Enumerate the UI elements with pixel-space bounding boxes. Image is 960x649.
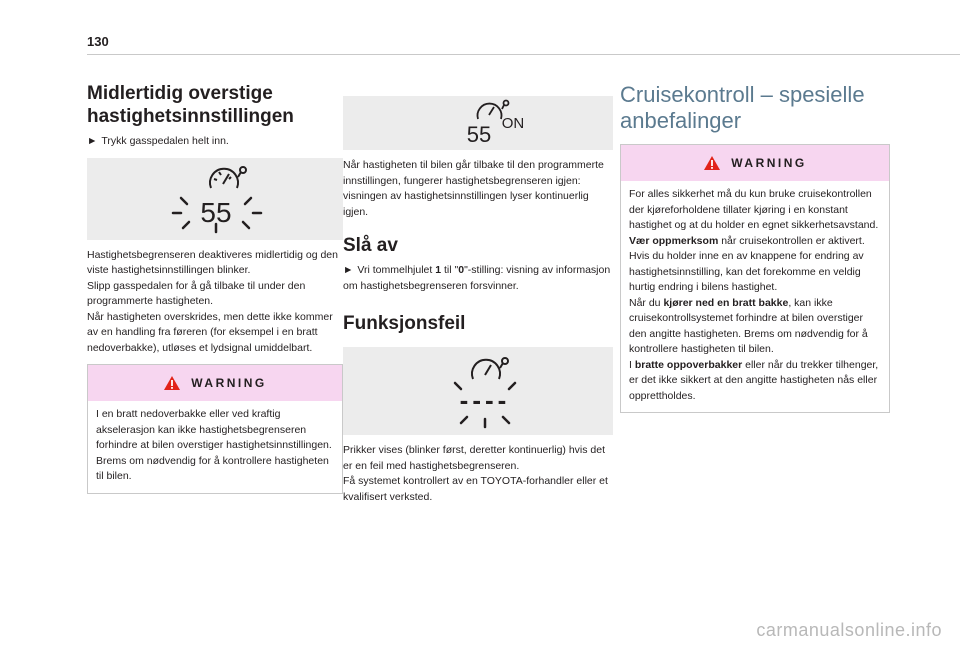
step-switch-off <box>343 263 613 294</box>
off-step-position: 0 <box>458 264 465 276</box>
paragraph-resume: Når hastigheten til bilen går tilbake til den programmerte innstillingen, fungerer hastighetsbegrenseren igjen: visningen av hastighetsinnstillingen lyser kontinuerlig igjen. <box>343 159 604 218</box>
heading-switch-off: Slå av <box>343 235 398 256</box>
column-3 <box>620 82 890 413</box>
speedometer-icon <box>343 347 613 435</box>
fault-dashes: ---- <box>459 385 511 415</box>
warning-emphasis: Vær oppmerksom <box>629 234 719 247</box>
warning-triangle-icon <box>703 155 721 171</box>
speedometer-icon <box>87 158 343 240</box>
warning-emphasis: bratte oppoverbakker <box>634 358 743 371</box>
watermark: carmanualsonline.info <box>756 620 942 640</box>
warning-text <box>621 181 889 412</box>
step-text: Trykk gasspedalen helt inn. <box>101 135 229 147</box>
speed-display-flashing-illustration <box>87 158 343 240</box>
warning-header <box>621 145 889 181</box>
display-state-on: ON <box>501 115 525 132</box>
heading-temporary-override: Midlertidig overstige hastighetsinnstillingen <box>87 83 294 127</box>
top-rule <box>87 54 960 55</box>
off-step-text-a: Vri tommelhjulet <box>357 264 436 276</box>
paragraph-fault: Prikker vises (blinker først, deretter kontinuerlig) hvis det er en feil med hastighetsbegrenseren. Få systemet kontrollert av en TOYOTA-forhandler eller et kvalifisert verksted. <box>343 444 608 503</box>
warning-text-rest: når cruisekontrollen er aktivert. Hvis du holder inne en av knappene for endring av hastighetsinnstilling, kan det forekomme en veldig hurtig endring i bilens hastighet. <box>629 234 865 293</box>
warning-text: I en bratt nedoverbakke eller ved kraftig akselerasjon kan ikke hastighetsbegrenseren forhindre at bilen overstiger hastighetsinnstillingen. Brems om nødvendig for å kontrollere hastigheten til bilen. <box>96 408 332 482</box>
off-step-text-e: "-stilling: visning av informasjon om hastighetsbegrenseren forsvinner. <box>343 264 611 292</box>
step-arrow-icon: ► <box>343 264 354 276</box>
paragraph-override: Hastighetsbegrenseren deaktiveres midlertidig og den viste hastighetsinnstillingen blinker. Slipp gasspedalen for å gå tilbake til under den programmerte hastigheten. Når hastigheten overskrides, men dette ikke kommer av en handling fra føreren (for eksempel i en bratt nedoverbakke), utløses et lydsignal umiddelbart. <box>87 248 338 354</box>
column-2 <box>343 96 613 513</box>
warning-title: WARNING <box>731 156 807 170</box>
warning-triangle-icon <box>163 375 181 391</box>
display-speed-value: 55 <box>200 196 232 228</box>
off-step-text-c: til " <box>441 264 459 276</box>
warning-paragraph-3 <box>629 296 881 358</box>
step-arrow-icon: ► <box>87 135 98 147</box>
page-number: 130 <box>87 34 109 49</box>
warning-text-b: eller når du trekker tilhenger, er det ikke sikkert at den angitte hastigheten nås eller opprettholdes. <box>629 358 879 402</box>
warning-text-a: I <box>629 358 635 371</box>
warning-header <box>88 365 342 401</box>
warning-paragraph-2 <box>629 234 881 296</box>
warning-emphasis: kjører ned en bratt bakke <box>663 296 789 309</box>
warning-title: WARNING <box>191 376 267 390</box>
speedometer-icon <box>343 96 613 150</box>
warning-box <box>87 364 343 494</box>
heading-malfunction: Funksjonsfeil <box>343 313 466 334</box>
display-speed-value: 55 <box>466 122 492 147</box>
fault-display-illustration <box>343 347 613 435</box>
off-step-wheel-number: 1 <box>435 264 442 276</box>
warning-paragraph-1: For alles sikkerhet må du kun bruke cruisekontrollen der kjøreforholdene tillater kjøring i en konstant hastighet og at du holder en egnet sikkerhetsavstand. <box>629 188 879 231</box>
warning-box <box>620 144 890 413</box>
warning-text-a: Når du <box>629 296 664 309</box>
warning-paragraph-4 <box>629 358 881 405</box>
heading-cruise-recommendations: Cruisekontroll – spesielle anbefalinger <box>620 82 865 133</box>
speed-display-on-illustration <box>343 96 613 150</box>
column-1 <box>87 82 343 494</box>
step-press-pedal <box>87 134 343 150</box>
warning-text-b: , kan ikke cruisekontrollsystemet forhindre at bilen overstiger den angitte hastigheten. Brems om nødvendig for å kontrollere hastigheten til bilen. <box>629 296 868 355</box>
